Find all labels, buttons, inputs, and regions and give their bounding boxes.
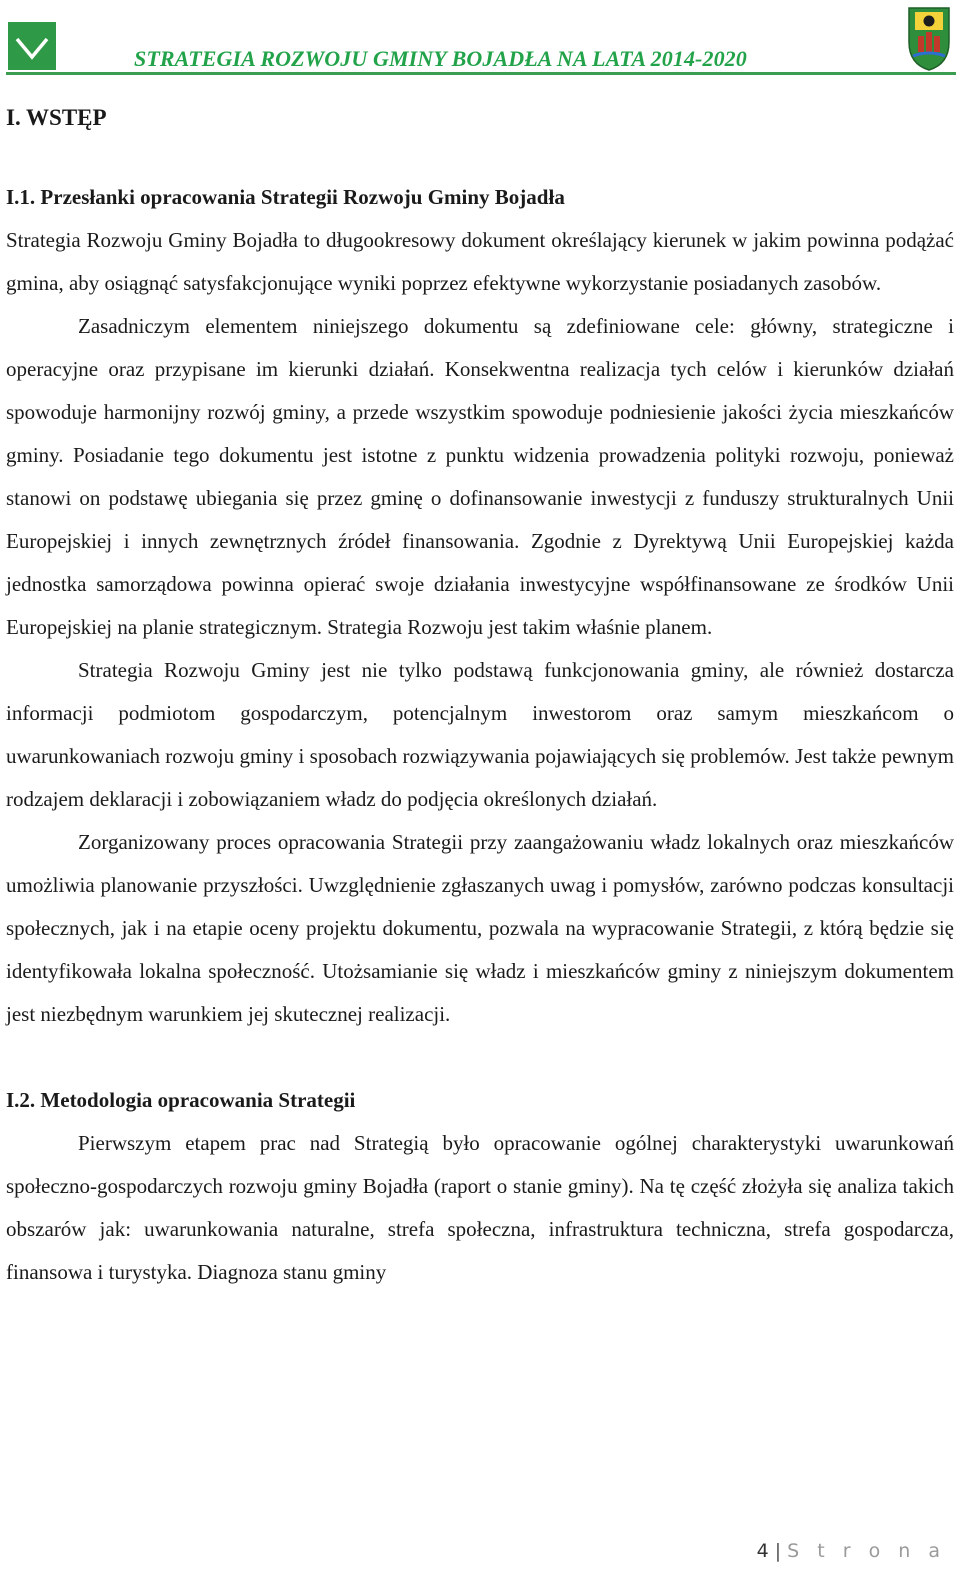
page-label: S t r o n a bbox=[787, 1540, 946, 1562]
page-header bbox=[0, 0, 960, 80]
paragraph-1-3: Strategia Rozwoju Gminy jest nie tylko podstawą funkcjonowania gminy, ale również dostarcza informacji podmiotom gospodarczym, potencjalnym inwestorom oraz samym mieszkańcom o uwarunkowaniach rozwoju gminy i sposobach rozwiązywania pojawiających się problemów. Jest także pewnym rodzajem deklaracji i zobowiązaniem władz do podjęcia określonych działań. bbox=[6, 658, 954, 811]
paragraph-1-1: Strategia Rozwoju Gminy Bojadła to długookresowy dokument określający kierunek w jakim powinna podążać gmina, aby osiągnąć satysfakcjonujące wyniki poprzez efektywne wykorzystanie posiadanych zasobów. bbox=[6, 228, 954, 295]
section-heading: I. WSTĘP bbox=[6, 105, 107, 130]
checkmark-logo-icon bbox=[8, 22, 56, 70]
paragraph-2-1: Pierwszym etapem prac nad Strategią było opracowanie ogólnej charakterystyki uwarunkowań społeczno-gospodarczych rozwoju gminy Bojadła (raport o stanie gminy). Na tę część złożyła się analiza takich obszarów jak: uwarunkowania naturalne, strefa społeczna, infrastruktura techniczna, strefa gospodarcza, finansowa i turystyka. Diagnoza stanu gminy bbox=[6, 1131, 954, 1284]
paragraph-1-4: Zorganizowany proces opracowania Strategii przy zaangażowaniu władz lokalnych oraz mieszkańców umożliwia planowanie przyszłości. Uwzględnienie zgłaszanych uwag i pomysłów, zarówno podczas konsultacji społecznych, jak i na etapie oceny projektu dokumentu, pozwala na wypracowanie Strategii, z którą będzie się identyfikowała lokalna społeczność. Utożsamianie się władz i mieszkańców gminy z niniejszym dokumentem jest niezbędnym warunkiem jej skutecznej realizacji. bbox=[6, 830, 954, 1026]
footer-separator: | bbox=[774, 1540, 782, 1562]
page-footer bbox=[757, 1540, 946, 1562]
header-divider bbox=[6, 72, 956, 75]
coat-of-arms-icon bbox=[905, 2, 953, 72]
subsection-heading-2: I.2. Metodologia opracowania Strategii bbox=[6, 1088, 356, 1112]
subsection-heading-1: I.1. Przesłanki opracowania Strategii Rozwoju Gminy Bojadła bbox=[6, 185, 565, 209]
header-title: STRATEGIA ROZWOJU GMINY BOJADŁA NA LATA 2014-2020 bbox=[134, 46, 747, 71]
paragraph-1-2: Zasadniczym elementem niniejszego dokumentu są zdefiniowane cele: główny, strategiczne i operacyjne oraz przypisane im kierunki działań. Konsekwentna realizacja tych celów i kierunków działań spowoduje harmonijny rozwój gminy, a przede wszystkim spowoduje podniesienie jakości życia mieszkańców gminy. Posiadanie tego dokumentu jest istotne z punktu widzenia prowadzenia polityki rozwoju, ponieważ stanowi on podstawę ubiegania się przez gminę o dofinansowanie inwestycji z funduszy strukturalnych Unii Europejskiej i innych zewnętrznych źródeł finansowania. Zgodnie z Dyrektywą Unii Europejskiej każda jednostka samorządowa powinna opierać swoje działania inwestycyjne współfinansowane ze środków Unii Europejskiej na planie strategicznym. Strategia Rozwoju jest takim właśnie planem. bbox=[6, 314, 954, 639]
page-number: 4 bbox=[756, 1540, 769, 1562]
document-body bbox=[6, 95, 954, 1294]
